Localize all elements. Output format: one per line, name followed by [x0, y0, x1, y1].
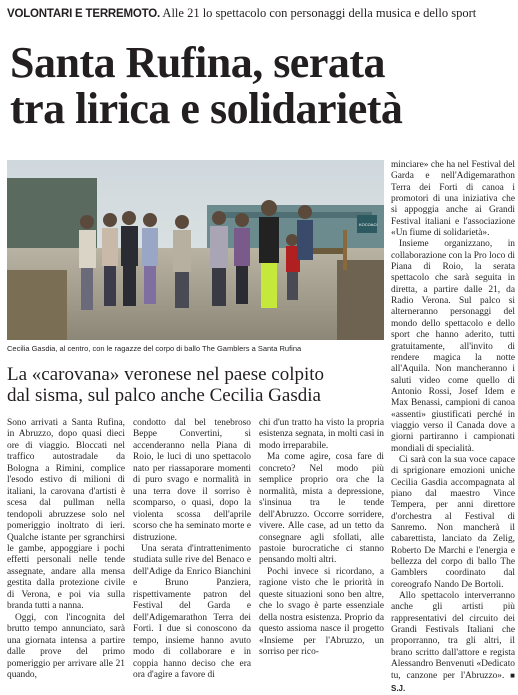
article-column-4 [391, 160, 515, 693]
paragraph: Pochi invece si ricordano, a ragione visto che le priorità in queste situazioni sono ben altre, che lo svago è parte essenziale della nostra esistenza. Proprio da questo assioma nasce il progetto «Insieme per l'Abruzzo, un sorriso per rico- [259, 566, 384, 658]
paragraph: Insieme organizzano, in collaborazione con la Pro loco di Piana di Roio, la serata spettacolo che sarà seguita in diretta, a partire dalle 21, da Radio Verona. Sul palco si alterneranno personaggi del mondo dello spettacolo e dello sport che hanno aderito, tutti gratuitamente, all'invito di rendere magica la notte all'Aquila. Non mancheranno i saluti video come quello di Antonio Rossi, Josef Idem e Max Benassi, campioni di canoa «assenti» giustificati perché in viaggio verso il Canada dove a giorni partiranno i campionati mondiali di specialità. [391, 239, 515, 454]
paragraph: Sono arrivati a Santa Rufina, in Abruzzo, dopo quasi dieci ore di viaggio. Bloccati nel traffico autostradale da Bologna a Rimini, complice l'esodo estivo di milioni di italiani, la carovana d'artisti è scesa dal pullman nella tendopoli abruzzese solo nel pomeriggio inoltrato di ieri. Qualche istante per sgranchirsi le gambe, appoggiare i pochi effetti personali nelle tende assegnate, andare alla mensa gestita dalla protezione civile di Verona, e poi via sulla branda tutti a nanna. [7, 418, 125, 612]
subheadline-line1: La «carovana» veronese nel paese colpito [7, 364, 325, 385]
news-photo [7, 160, 384, 340]
article-column-2 [133, 418, 251, 680]
kicker-text: Alle 21 lo spettacolo con personaggi della musica e dello sport [162, 6, 477, 20]
paragraph: minciare» che ha nel Festival del Garda e nell'Adigemarathon Terra dei Forti di canoa i promotori di una iniziativa che si appoggia anche ai Grandi Festival italiani e l'associazione «Un fiume di solidarietà». [391, 160, 515, 239]
paragraph: Ma come agire, cosa fare di concreto? Nel modo più semplice proprio ora che la normalità, mista a depressione, s'insinua tra le tende dell'Abruzzo. Occorre sorridere, vivere. Alle case, ad un tetto da consegnare agli sfollati, alle pastoie burocratiche ci stanno pensando molti altri. [259, 452, 384, 566]
paragraph: Oggi, con l'incognita del brutto tempo annunciato, sarà una giornata intensa a partire dalle prove del primo pomeriggio per arrivare alle 21 quando, [7, 612, 125, 680]
headline-line2: tra lirica e solidarietà [10, 84, 403, 133]
paragraph: Ci sarà con la sua voce capace di sprigionare emozioni uniche Cecilia Gasdia accompagnata al piano dal maestro Vince Tempera, per anni direttore d'orchestra al Festival di Sanremo. Non mancherà il cabarettista, lanciato da Zelig, Roberto De Marchi e l'energia e bellezza del corpo di ballo The Gamblers coordinato dal coreografo Nando De Bortoli. [391, 454, 515, 590]
paragraph: condotto dal bel tenebroso Beppe Convertini, si accenderanno nella Piana di Roio, le luci di uno spettacolo nato per riassaporare momenti di puro svago e normalità in una terra dove il sorriso è scomparso, o quasi, dopo la violenta scossa dell'aprile scorso che ha seminato morte e distruzione. [133, 418, 251, 543]
paragraph: chi d'un tratto ha visto la propria esistenza segnata, in molti casi in modo irreparabile. [259, 418, 384, 451]
subheadline [7, 364, 384, 406]
kicker [7, 6, 515, 21]
kicker-label: VOLONTARI E TERREMOTO. [7, 8, 160, 20]
headline [10, 40, 515, 132]
photo-sign-text: KOCOACI [359, 222, 378, 227]
paragraph-text: Allo spettacolo interverranno anche gli artisti più rappresentativi del circuito dei Grandi Festivals Italiani che proporranno, tra gli altri, il brano scritto dall'attore e regista Alessandro Benvenuti «Dedicato tu, canzone per l'Abruzzo». [391, 591, 515, 682]
subheadline-line2: dal sisma, sul palco anche Cecilia Gasdia [7, 385, 321, 406]
photo-caption: Cecilia Gasdia, al centro, con le ragazze del corpo di ballo The Gamblers a Santa Rufina [7, 344, 302, 353]
article-column-3 [259, 418, 384, 658]
author-signature: ■ S.J. [391, 671, 515, 693]
article-column-1 [7, 418, 125, 680]
paragraph [391, 591, 515, 695]
paragraph: Una serata d'intrattenimento studiata sulle rive del Benaco e dell'Adige da Enrico Bianchini e Bruno Panziera, rispettivamente patron del Festival del Garda e dell'Adigemarathon Terra dei Forti. I due si conoscono da tempo, insieme hanno avuto modo di collaborare e in coppia hanno deciso che era ora d'agire a favore di [133, 543, 251, 680]
headline-line1: Santa Rufina, serata [10, 38, 386, 87]
